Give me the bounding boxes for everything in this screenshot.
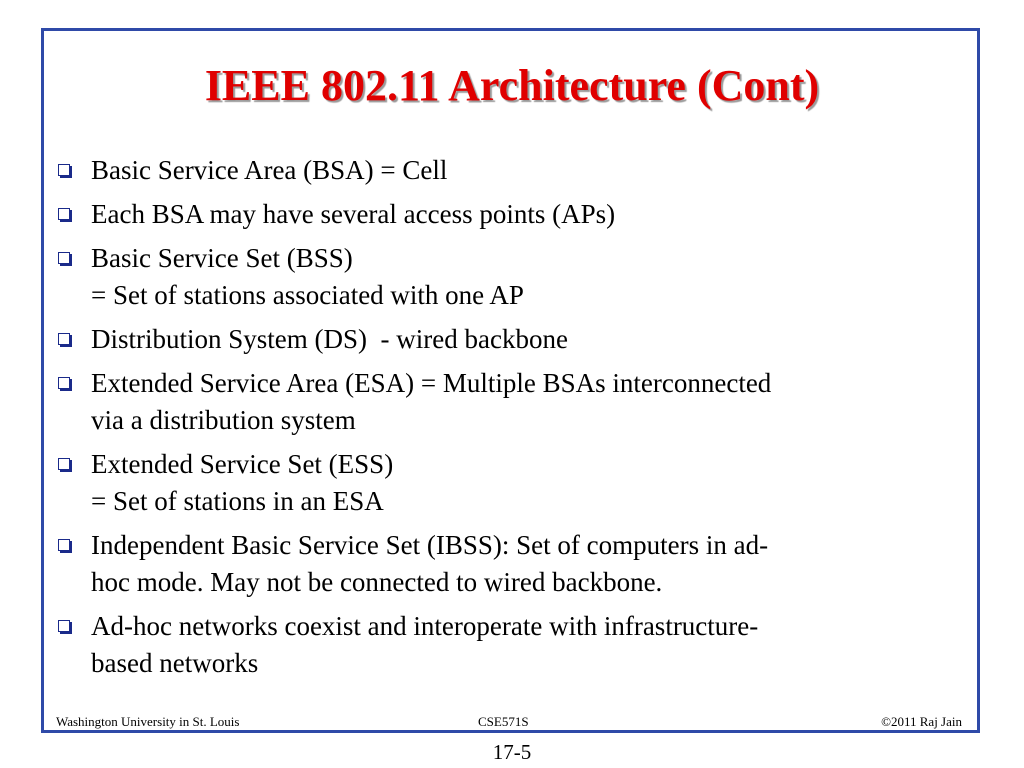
footer-copyright: ©2011 Raj Jain bbox=[881, 714, 962, 729]
bullet-item bbox=[55, 446, 965, 520]
page-number: 17-5 bbox=[492, 740, 532, 764]
square-bullet-icon bbox=[58, 458, 70, 470]
bullet-item bbox=[55, 321, 965, 358]
square-bullet-icon bbox=[58, 333, 70, 345]
bullet-item bbox=[55, 240, 965, 314]
square-bullet-icon bbox=[58, 377, 70, 389]
bullet-item bbox=[55, 608, 965, 682]
footer-institution: Washington University in St. Louis bbox=[56, 714, 240, 729]
bullet-text: Ad-hoc networks coexist and interoperate with infrastructure- bbox=[91, 611, 759, 641]
bullet-text: Each BSA may have several access points (APs) bbox=[91, 199, 616, 229]
slide-title: IEEE 802.11 Architecture (Cont) bbox=[204, 61, 820, 110]
bullet-text-continued: = Set of stations associated with one AP bbox=[91, 280, 524, 310]
bullet-item bbox=[55, 152, 965, 189]
bullet-text: Extended Service Area (ESA) = Multiple BSAs interconnected bbox=[91, 368, 772, 398]
bullet-text: Extended Service Set (ESS) bbox=[91, 449, 394, 479]
bullet-text-continued: via a distribution system bbox=[91, 405, 356, 435]
square-bullet-icon bbox=[58, 539, 70, 551]
bullet-text-continued: = Set of stations in an ESA bbox=[91, 486, 384, 516]
bullet-list bbox=[55, 152, 965, 689]
square-bullet-icon bbox=[58, 208, 70, 220]
bullet-item bbox=[55, 196, 965, 233]
bullet-text-continued: based networks bbox=[91, 648, 259, 678]
bullet-item bbox=[55, 365, 965, 439]
bullet-text: Basic Service Area (BSA) = Cell bbox=[91, 155, 448, 185]
square-bullet-icon bbox=[58, 252, 70, 264]
bullet-text: Independent Basic Service Set (IBSS): Set of computers in ad- bbox=[91, 530, 769, 560]
bullet-item bbox=[55, 527, 965, 601]
bullet-text: Basic Service Set (BSS) bbox=[91, 243, 353, 273]
square-bullet-icon bbox=[58, 620, 70, 632]
bullet-text: Distribution System (DS) - wired backbone bbox=[91, 324, 568, 354]
footer-course: CSE571S bbox=[478, 714, 529, 729]
square-bullet-icon bbox=[58, 164, 70, 176]
bullet-text-continued: hoc mode. May not be connected to wired backbone. bbox=[91, 567, 663, 597]
